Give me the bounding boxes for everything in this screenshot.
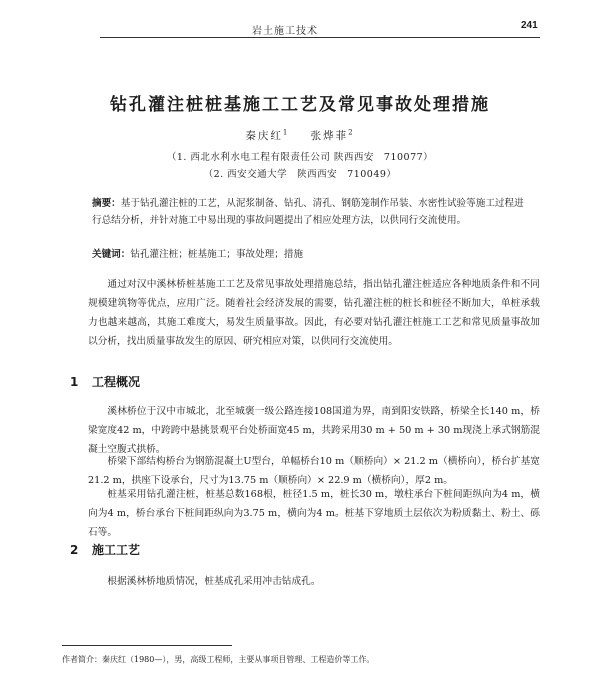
keywords-text: 钻孔灌注桩；桩基施工；事故处理；措施	[130, 249, 304, 260]
author-2: 张烨菲	[310, 130, 349, 142]
section-1-paragraph-3: 桩基采用钻孔灌注桩，桩基总数168根，桩径1.5 m，桩长30 m，墩柱承台下桩间距纵向为4 m，横向为4 m，桥台承台下桩间距纵向为3.75 m，横向为4 m。桩基下穿地质土层依次为粉质黏土、粉土、砾石等。	[88, 489, 540, 538]
footnote-rule	[62, 645, 232, 646]
author-1-marker: 1	[282, 128, 290, 137]
section-1-paragraph-1: 溪林桥位于汉中市城北，北至城褒一级公路连接108国道为界，南到阳安铁路，桥梁全长140 m，桥梁宽度42 m，中跨跨中悬挑景观平台处桥面宽45 m，共跨采用30 m + 50 m + 30 m现浇上承式钢筋混凝土空腹式拱桥。	[88, 406, 540, 455]
abstract	[92, 195, 532, 229]
author-2-marker: 2	[348, 128, 355, 137]
author-footnote: 作者简介：秦庆红（1980—），男，高级工程师，主要从事项目管理、工程造价等工作。	[62, 655, 375, 664]
section-1-heading	[70, 373, 140, 390]
section-1-number: 1	[70, 375, 79, 389]
affiliation-2: （2. 西安交通大学 陕西西安 710049）	[203, 169, 397, 180]
section-2-heading	[70, 541, 140, 558]
section-2-number: 2	[70, 543, 79, 557]
abstract-label: 摘要：	[92, 198, 121, 209]
page-number: 241	[521, 20, 538, 31]
intro-paragraph: 通过对汉中溪林桥桩基施工工艺及常见事故处理措施总结，指出钻孔灌注桩适应各种地质条件和不同规模建筑物等优点，应用广泛。随着社会经济发展的需要，钻孔灌注桩的桩长和桩径不断加大，单桩承载力也越来越高，其施工难度大，易发生质量事故。因此，有必要对钻孔灌注桩施工工艺和常见质量事故加以分析，找出质量事故发生的原因、研究相应对策，以供同行交流使用。	[88, 279, 540, 347]
section-2-paragraph-1: 根据溪林桥地质情况，桩基成孔采用冲击钻成孔。	[107, 576, 321, 587]
article-title: 钻孔灌注桩桩基施工工艺及常见事故处理措施	[110, 95, 490, 115]
affiliation-1: （1. 西北水利水电工程有限责任公司 陕西西安 710077）	[166, 152, 434, 163]
header-rule	[100, 37, 540, 38]
keywords-label: 关键词：	[92, 249, 131, 260]
abstract-text: 基于钻孔灌注桩的工艺，从泥浆制备、钻孔、清孔、钢筋笼制作吊装、水密性试验等施工过程进行总结分析，并针对施工中易出现的事故问题提出了相应处理方法，以供同行交流使用。	[92, 198, 524, 226]
section-2-title: 施工工艺	[92, 543, 141, 557]
section-1-paragraph-2: 桥梁下部结构桥台为钢筋混凝土U型台，单幅桥台10 m（顺桥向）× 21.2 m（横桥向），桥台扩基宽21.2 m，拱座下设承台，尺寸为13.75 m（顺桥向）× 22.9 m（横桥向），厚2 m。	[88, 456, 540, 486]
author-line	[0, 128, 600, 143]
author-1: 秦庆红	[245, 130, 283, 142]
section-1-title: 工程概况	[92, 375, 141, 389]
running-header: 岩土施工技术	[252, 26, 318, 37]
keywords	[92, 246, 532, 263]
